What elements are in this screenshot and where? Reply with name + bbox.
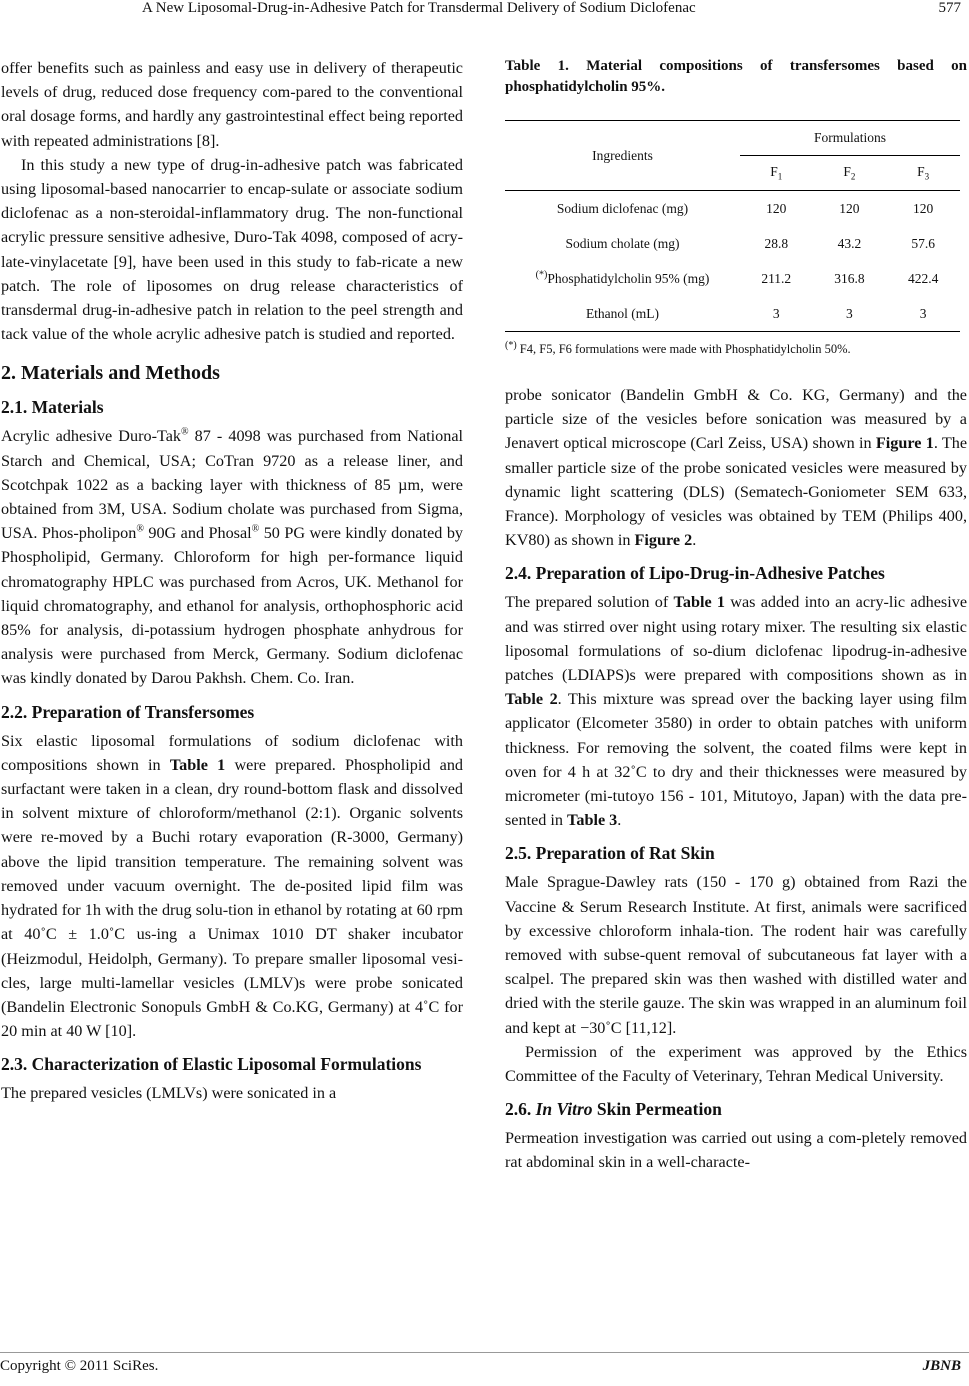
table-header-f1: $F_1$ [740,156,813,191]
table-caption: Table 1. Material compositions of transfersomes based on phosphatidylcholin 95%. [505,58,967,95]
paragraph: probe sonicator (Bandelin GmbH & Co. KG, Germany) and the particle size of the vesicles before sonication was measured by a Jenavert optical microscope (Carl Zeiss, USA) shown in Figure 1. The smaller particle size of the probe sonicated vesicles were measured by dynamic light scattering (DLS) (Sematech-Goniometer SEM 633, France). Morphology of vesicles was obtained by TEM (Philips 400, KV80) as shown in Figure 2. [505,386,968,550]
subsection-heading: 2.3. Characterization of Elastic Liposomal Formulations [1,1054,422,1075]
material-table [505,120,960,332]
subsection-heading: 2.2. Preparation of Transfersomes [1,701,255,722]
section-heading: 2. Materials and Methods [1,362,220,385]
paragraph: Male Sprague-Dawley rats (150 - 170 g) obtained from Razi the Vaccine & Serum Research Institute. At first, animals were sacrificed by excessive chloroform inhala-tion. The rodent hair was carefully removed with subse-quent removal of subcutaneous fat layer with a scalpel. The prepared skin was then washed with distilled water and dried with the sterile gauze. The skin was wrapped in an aluminum foil and kept at −30˚C [11,12]. [505,873,967,1037]
paragraph: The prepared vesicles (LMLVs) were sonicated in a [1,1084,337,1103]
paragraph: Permeation investigation was carried out using a com-pletely removed rat abdominal skin in a well-characte- [505,1129,967,1172]
table-header-formulations: Formulations [740,121,960,156]
right-column [505,56,967,1175]
paragraph: offer benefits such as painless and easy use in delivery of therapeutic levels of drug, reduced dose frequency com-pared to the conventional oral dosage forms, and hardly any gastrointestinal effect being reported with repeated administrations [8]. [1,59,463,150]
journal-name: JBNB [922,1358,961,1374]
footer-divider [0,1352,969,1353]
table-reference: Table 1 [169,755,226,774]
paragraph: Six elastic liposomal formulations of sodium diclofenac with compositions shown in Table 1 were prepared. Phospholipid and surfactant were taken in a clean, dry round-bottom flask and dissolved in solvent mixture of chloroform/methanol (2:1). Organic solvents were re-moved by a Buchi rotary evaporation (R-3000, Germany) above the lipid transition temperature. The remaining solvent was removed under vacuum overnight. The de-posited lipid film was hydrated for 1h with the drug solu-tion in ethanol by rotating at 60 rpm at 40˚C ± 1.0˚C us-ing a Unimax 1010 DT shaker incubator (Heizmodul, Heidolph, Germany). To prepare smaller liposomal vesi-cles, large multi-lamellar vesicles (LMLV)s were probe sonicated (Bandelin Electronic Sonopuls GmbH & Co.KG, Germany) at 4˚C for 20 min at 40 W [10]. [1,731,464,1041]
table-reference: Table 1 [673,593,726,612]
subsection-heading: 2.6. In Vitro Skin Permeation [505,1099,722,1120]
figure-reference: Figure 2 [634,531,693,550]
table-header-f3: $F_3$ [886,156,960,191]
paragraph: Permission of the experiment was approved by the Ethics Committee of the Faculty of Veterinary, Tehran Medical University. [505,1042,967,1086]
copyright: Copyright © 2011 SciRes. [0,1358,159,1374]
paragraph: Acrylic adhesive Duro-Tak® 87 - 4098 was purchased from National Starch and Chemical, USA; CoTran 9720 as a release liner, and Scotchpak 1022 as a backing layer with thickness of 85 µm, were obtained from 3M, USA. Sodium cholate was purchased from Sigma, USA. Phos-pholipon® 90G and Phosal® 50 PG were kindly donated by Phospholipid, Germany. Chloroform for high per-formance liquid chromatography HPLC was purchased from Acros, UK. Methanol for liquid chromatography, and ethanol for analysis, orthophosphoric acid 85% for analysis, di-potassium hydrogen phosphate anhydrous for analysis were purchased from Merck, Germany. Sodium diclofenac was kindly donated by Darou Pakhsh. Chem. Co. Iran. [1,427,464,688]
table-row: Ethanol (mL) 3 3 3 [505,296,960,332]
running-title: A New Liposomal-Drug-in-Adhesive Patch for Transdermal Delivery of Sodium Diclofenac [142,0,696,16]
table-note: (*) F4, F5, F6 formulations were made with Phosphatidylcholin 50%. [505,339,851,356]
figure-reference: Figure 1 [875,434,934,453]
table-header-ingredients: Ingredients [505,121,740,191]
table-reference: Table 3 [567,811,618,830]
subsection-heading: 2.5. Preparation of Rat Skin [505,843,715,864]
page-number: 577 [938,0,961,16]
subsection-heading: 2.4. Preparation of Lipo-Drug-in-Adhesive Patches [505,563,885,584]
page-header [0,0,969,28]
left-column [1,56,463,1106]
subsection-heading: 2.1. Materials [1,397,104,418]
table-row: Sodium diclofenac (mg) 120 120 120 [556,200,934,216]
table-reference: Table 2 [505,690,558,709]
table-header-f2: $F_2$ [813,156,887,191]
table-row: (*)Phosphatidylcholin 95% (mg) 211.2 316.8 422.4 [535,269,939,286]
paragraph: In this study a new type of drug-in-adhesive patch was fabricated using liposomal-based nanocarrier to encap-sulate or associate sodium diclofenac as a non-steroidal-inflammatory drug. The non-functional acrylic pressure sensitive adhesive, Duro-Tak 4098, composed of acry-late-vinylacetate [9], have been used in this study to fab-ricate a new patch. The role of liposomes on drug release characteristics of transdermal drug-in-adhesive patch in relation to the peel strength and tack value of the whole acrylic adhesive patch is studied and reported. [1,155,463,344]
paragraph: The prepared solution of Table 1 was added into an acry-lic adhesive and was stirred over night using rotary mixer. The resulting six elastic liposomal formulations of so-dium diclofenac lipodrug-in-adhesive patches (LDIAPS)s were prepared with compositions shown as in Table 2. This mixture was spread over the backing layer using film applicator (Elcometer 3580) in order to obtain patches with uniform thickness. For removing the solvent, the coated films were kept in oven for 4 h at 32˚C to dry and their thicknesses were measured by micrometer (mi-tutoyo 156 - 101, Mitutoyo, Japan) with the data pre-sented in Table 3. [505,593,968,830]
table-row: Sodium cholate (mg) 28.8 43.2 57.6 [565,235,935,251]
